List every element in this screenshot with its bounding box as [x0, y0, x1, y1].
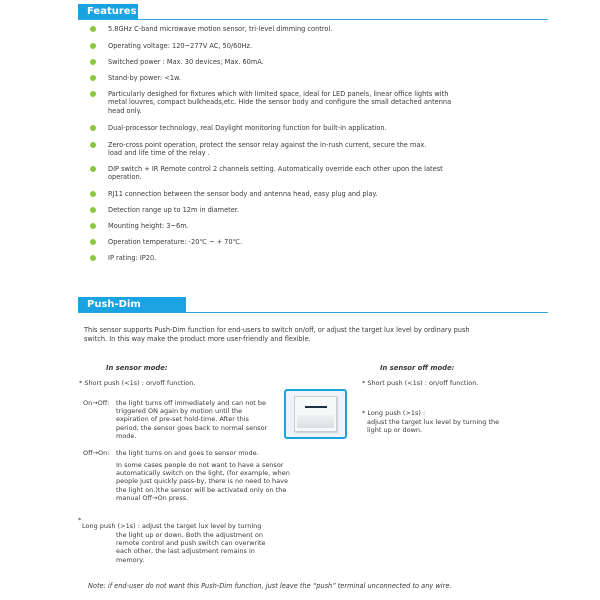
bullet-icon	[90, 125, 96, 131]
bullet-icon	[90, 255, 96, 261]
feature-item: IP rating: IP20.	[90, 254, 528, 262]
off-on-extra: In some cases people do not want to have a sensor automatically switch on the light, (for example, when people just quickly pass-by, there is no need to have the light on.)the sensor will be activated only on the manual Off→On press.	[116, 461, 290, 502]
off-mode-long-push-description: adjust the target lux level by turning the light up or down.	[367, 418, 500, 435]
off-on-label: Off→On:	[83, 449, 110, 457]
feature-item: Stand-by power: <1w.	[90, 74, 528, 82]
switch-indicator-line	[305, 406, 327, 408]
pushdim-heading: Push-Dim function	[78, 297, 186, 312]
off-mode-long-push-label: * Long push (>1s) :	[362, 409, 426, 417]
off-mode-short-push: * Short push (<1s) : on/off function.	[362, 379, 479, 387]
sensor-off-mode-title: In sensor off mode:	[380, 364, 455, 372]
feature-item: Detection range up to 12m in diameter.	[90, 206, 528, 214]
on-off-label: On→Off:	[83, 399, 110, 407]
feature-item: Operation temperature: -20℃ ~ + 70℃.	[90, 238, 528, 246]
sensor-mode-title: In sensor mode:	[106, 364, 168, 372]
feature-item: Dual-processor technology, real Daylight monitoring function for built-in application.	[90, 124, 528, 132]
bullet-icon	[90, 26, 96, 32]
off-on-description: the light turns on and goes to sensor mode.	[116, 449, 259, 457]
feature-item: Zero-cross point operation, protect the sensor relay against the in-rush current, secure the max. load and life time of the relay .	[90, 141, 438, 158]
bullet-icon	[90, 43, 96, 49]
bullet-icon	[90, 239, 96, 245]
bullet-icon	[90, 223, 96, 229]
features-heading: Features	[78, 4, 138, 19]
bullet-icon	[90, 191, 96, 197]
feature-item: Particularly desighed for fixtures which with limited space, ideal for LED panels, linear office lights with metal louvres, compact bulkheads,etc. Hide the sensor body and configure the small detached antenna head only.	[90, 90, 453, 115]
bullet-icon	[90, 166, 96, 172]
bullet-icon	[90, 59, 96, 65]
switch-plate	[294, 396, 337, 432]
wall-push-switch-icon	[284, 389, 347, 439]
long-push-marker: *	[78, 516, 82, 524]
on-off-description: the light turns off immediately and can not be triggered ON again by motion until the expiration of pre-set hold-time. After this period, the sensor goes back to normal sensor mode.	[116, 399, 268, 440]
sensor-mode-short-push: * Short push (<1s) : on/off function.	[79, 379, 196, 387]
pushdim-intro: This sensor supports Push-Dim function for end-users to switch on/off, or adjust the target lux level by ordinary push switch. In this way make the product more user-friendly and flexible.	[84, 326, 470, 343]
feature-item: RJ11 connection between the sensor body and antenna head, easy plug and play.	[90, 190, 528, 198]
feature-item: Operating voltage: 120~277V AC, 50/60Hz.	[90, 42, 528, 50]
bullet-icon	[90, 91, 96, 97]
feature-item: DIP switch + IR Remote control 2 channels setting. Automatically override each other upon the latest operation.	[90, 165, 453, 182]
features-header-bar	[78, 4, 548, 20]
bullet-icon	[90, 142, 96, 148]
sensor-long-push-description: the light up or down. Both the adjustment on remote control and push switch can overwrite each other, the last adjustment remains in memory.	[116, 531, 266, 564]
switch-button-shade	[297, 415, 334, 428]
feature-item: Switched power : Max. 30 devices; Max. 60mA.	[90, 58, 528, 66]
pushdim-note: Note: if end-user do not want this Push-Dim function, just leave the “push” terminal unconnected to any wire.	[88, 582, 452, 590]
bullet-icon	[90, 207, 96, 213]
pushdim-header-bar	[78, 297, 548, 325]
sensor-long-push-label: Long push (>1s) : adjust the target lux level by turning	[82, 522, 262, 530]
bullet-icon	[90, 75, 96, 81]
feature-item: 5.8GHz C-band microwave motion sensor, tri-level dimming control.	[90, 25, 528, 33]
feature-item: Mounting height: 3~6m.	[90, 222, 528, 230]
